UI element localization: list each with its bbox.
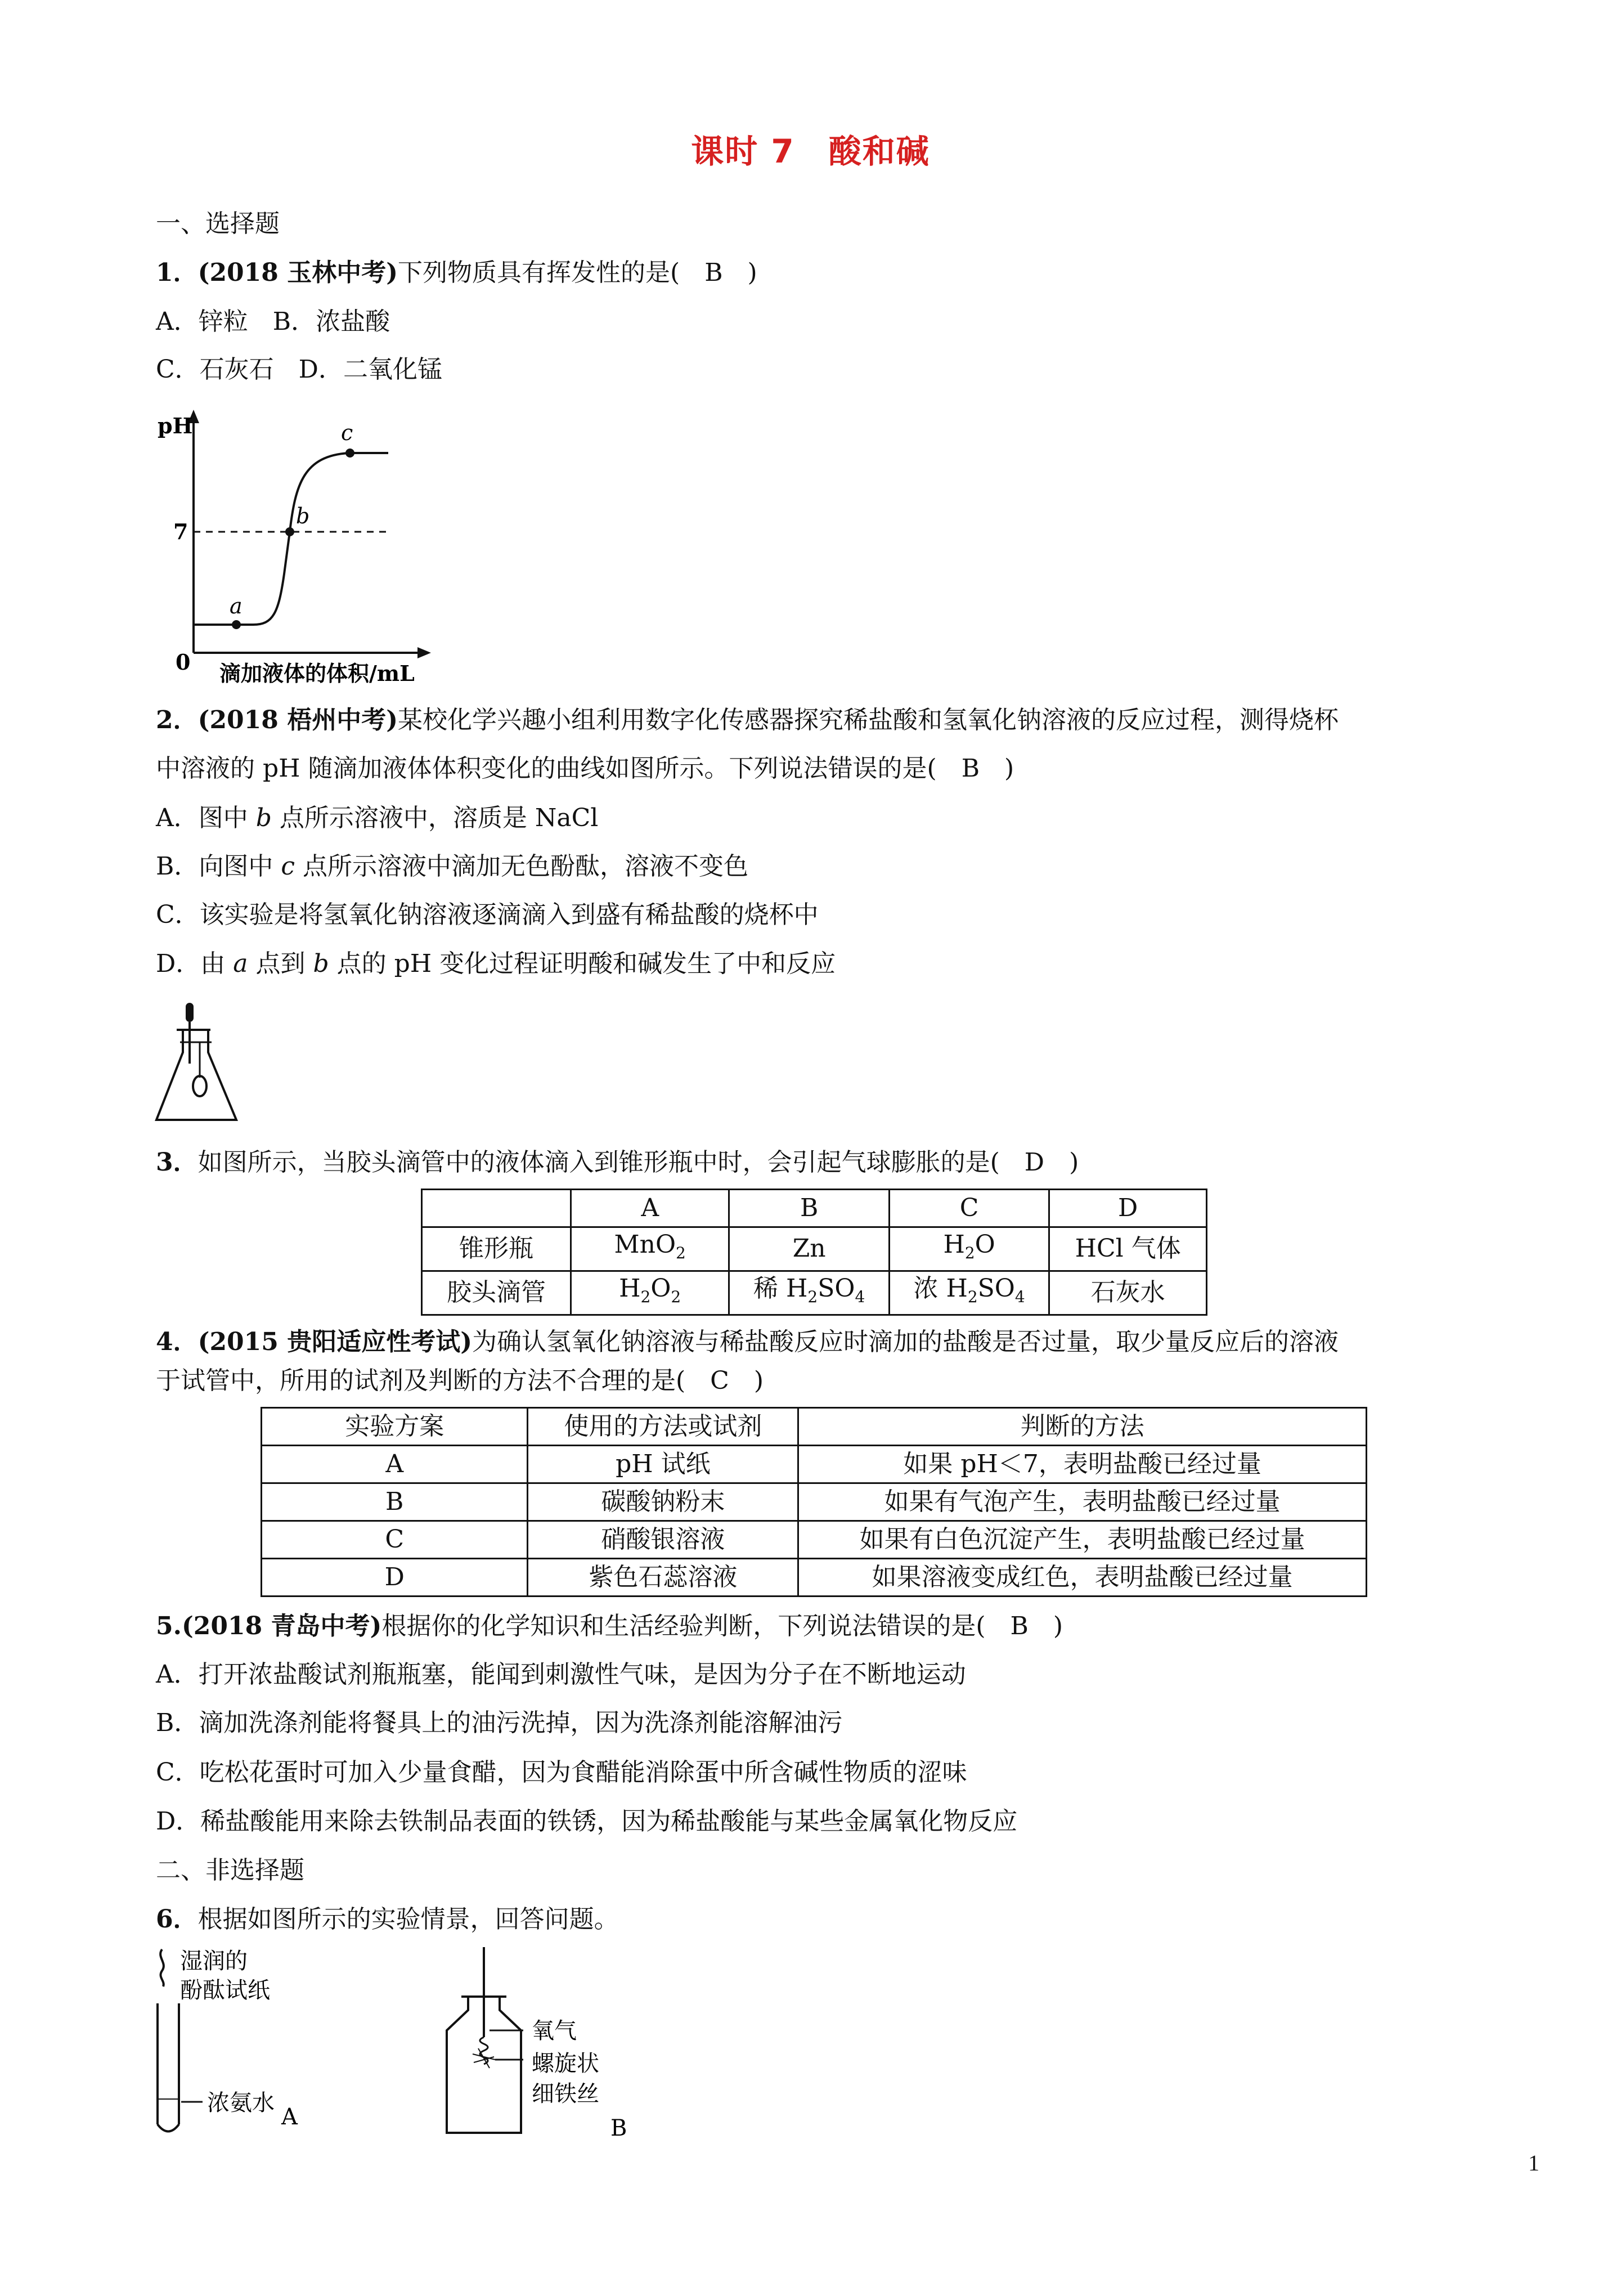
cell-text: O	[975, 1230, 995, 1259]
figure-b-label-oxygen: 氧气	[532, 2018, 577, 2044]
q2-opt-d-pre: D．由	[156, 949, 234, 978]
question-5-end: )	[1028, 1612, 1063, 1640]
table-row	[422, 1271, 1207, 1315]
q2-opt-a-post: 点所示溶液中，溶质是 NaCl	[271, 804, 599, 832]
question-4-text1: 为确认氢氧化钠溶液与稀盐酸反应时滴加的盐酸是否过量，取少量反应后的溶液	[472, 1328, 1339, 1356]
question-5-option-c: C．吃松花蛋时可加入少量食醋，因为食醋能消除蛋中所含碱性物质的涩味	[156, 1758, 967, 1787]
question-2-option-c: C．该实验是将氢氧化钠溶液逐滴滴入到盛有稀盐酸的烧杯中	[156, 900, 819, 929]
figure-a-tag: A	[281, 2104, 298, 2130]
cell-text: SO	[818, 1273, 855, 1303]
table-header: C	[889, 1190, 1049, 1227]
q2-opt-d-var1: a	[233, 949, 248, 978]
table-cell: HCl 气体	[1049, 1227, 1207, 1271]
q2-opt-b-post: 点所示溶液中滴加无色酚酞，溶液不变色	[294, 852, 748, 881]
question-2-source: (2018 梧州中考)	[197, 706, 398, 734]
question-1-source: (2018 玉林中考)	[197, 258, 398, 287]
question-4-source: (2015 贵阳适应性考试)	[197, 1328, 473, 1356]
subscript: 4	[1014, 1287, 1025, 1306]
question-1-options-ab: A．锌粒 B．浓盐酸	[156, 307, 390, 336]
table-row	[422, 1190, 1207, 1227]
figure-b-label-wire: 细铁丝	[532, 2081, 599, 2107]
section-heading-choice: 一、选择题	[156, 209, 280, 238]
table-row	[422, 1227, 1207, 1271]
q2-opt-d-var2: b	[313, 949, 329, 978]
flask-outline	[156, 1030, 236, 1120]
figure-a-label-paper: 酚酞试纸	[180, 1977, 270, 2003]
table-cell	[571, 1227, 729, 1271]
table-row	[262, 1408, 1367, 1446]
point-a-dot	[232, 620, 241, 629]
question-5-source: (2018 青岛中考)	[181, 1612, 382, 1640]
subscript: 4	[855, 1287, 865, 1306]
subscript: 2	[967, 1287, 978, 1306]
section-heading-nonchoice: 二、非选择题	[156, 1856, 304, 1885]
question-6-text: 根据如图所示的实验情景，回答问题。	[197, 1905, 619, 1934]
wet-phenolphthalein-paper	[160, 1949, 164, 1986]
ammonia-liquid	[158, 2099, 179, 2131]
question-1-answer: B	[704, 258, 723, 287]
question-2-option-a	[156, 801, 598, 835]
question-5-stem	[156, 1609, 1063, 1643]
figure-a-test-tube	[146, 1947, 349, 2138]
balloon	[193, 1076, 206, 1096]
x-axis-label: 滴加液体的体积/mL	[219, 661, 415, 686]
question-2-text2: 中溶液的 pH 随滴加液体体积变化的曲线如图所示。下列说法错误的是(	[156, 754, 962, 783]
tick-7-label: 7	[173, 519, 188, 544]
cell-text: MnO	[614, 1230, 676, 1259]
table-header: A	[571, 1190, 729, 1227]
subscript: 2	[640, 1287, 651, 1306]
question-3-table	[421, 1189, 1207, 1316]
point-c-label: c	[341, 420, 353, 445]
subscript: 2	[671, 1287, 681, 1306]
table-cell	[889, 1271, 1049, 1315]
question-3-end: )	[1044, 1148, 1079, 1177]
q2-opt-d-mid: 点到	[248, 949, 313, 978]
cell-text: O	[650, 1273, 671, 1303]
question-4-answer: C	[710, 1366, 729, 1395]
table-cell: D	[262, 1559, 528, 1597]
q2-opt-b-var: c	[281, 852, 295, 881]
question-1-options-cd: C．石灰石 D．二氧化锰	[156, 355, 442, 384]
table-cell: 如果有气泡产生，表明盐酸已经过量	[798, 1483, 1367, 1521]
x-axis-arrow	[417, 647, 431, 658]
point-c-dot	[345, 449, 354, 458]
row-label: 锥形瓶	[422, 1227, 571, 1271]
table-cell: 碳酸钠粉末	[528, 1483, 798, 1521]
table-header: 判断的方法	[798, 1408, 1367, 1446]
page-number: 1	[1528, 2150, 1539, 2176]
cell-text: SO	[977, 1273, 1015, 1303]
question-4-table	[261, 1407, 1367, 1597]
question-2-number: 2．	[156, 706, 198, 734]
question-4-stem-line1	[156, 1325, 1339, 1359]
q2-opt-d-post: 点的 pH 变化过程证明酸和碱发生了中和反应	[329, 949, 836, 978]
table-cell: 硝酸银溶液	[528, 1521, 798, 1559]
figure-a-label-ammonia: 浓氨水	[207, 2090, 275, 2116]
table-cell: pH 试纸	[528, 1446, 798, 1483]
table-cell: Zn	[729, 1227, 889, 1271]
point-a-label: a	[230, 594, 243, 618]
question-2-stem-line1	[156, 703, 1339, 737]
table-cell	[422, 1190, 571, 1227]
table-header: 实验方案	[262, 1408, 528, 1446]
cell-text: H	[619, 1273, 641, 1303]
table-row	[262, 1521, 1367, 1559]
question-3-text: 如图所示，当胶头滴管中的液体滴入到锥形瓶中时，会引起气球膨胀的是(	[197, 1148, 1025, 1177]
q2-opt-a-var: b	[255, 804, 272, 832]
question-2-option-b	[156, 850, 748, 884]
table-cell: 如果有白色沉淀产生，表明盐酸已经过量	[798, 1521, 1367, 1559]
table-header: B	[729, 1190, 889, 1227]
subscript: 2	[964, 1243, 975, 1262]
question-4-end: )	[729, 1366, 764, 1395]
row-label: 胶头滴管	[422, 1271, 571, 1315]
question-4-stem-line2	[156, 1364, 764, 1398]
ph-curve-graph	[152, 405, 444, 687]
question-5-number: 5.	[156, 1612, 182, 1640]
table-cell: B	[262, 1483, 528, 1521]
y-axis-label: pH	[158, 413, 193, 438]
question-1-number: 1．	[156, 258, 198, 287]
q2-opt-a-pre: A．图中	[156, 804, 256, 832]
question-3-answer: D	[1024, 1148, 1045, 1177]
ph-curve	[194, 453, 388, 625]
figure-b-label-spiral: 螺旋状	[532, 2051, 599, 2077]
figure-a-label-wet: 湿润的	[180, 1948, 248, 1974]
cell-text: H	[943, 1230, 965, 1259]
question-5-option-d: D．稀盐酸能用来除去铁制品表面的铁锈，因为稀盐酸能与某些金属氧化物反应	[156, 1807, 1018, 1836]
table-cell: 紫色石蕊溶液	[528, 1559, 798, 1597]
question-5-text: 根据你的化学知识和生活经验判断，下列说法错误的是(	[381, 1612, 1011, 1640]
table-cell	[889, 1227, 1049, 1271]
table-cell: A	[262, 1446, 528, 1483]
question-4-text2: 于试管中，所用的试剂及判断的方法不合理的是(	[156, 1366, 711, 1395]
figure-b-gas-jar	[439, 1947, 641, 2141]
dropper-bulb	[186, 1003, 194, 1022]
question-2-answer: B	[961, 754, 980, 783]
question-2-option-d	[156, 947, 836, 981]
table-header: 使用的方法或试剂	[528, 1408, 798, 1446]
question-3-stem	[156, 1146, 1079, 1180]
cell-text: 稀 H	[753, 1273, 808, 1303]
question-1-stem	[156, 256, 757, 290]
page-title: 课时 7 酸和碱	[691, 132, 930, 171]
flask-dropper-figure	[152, 1002, 253, 1131]
question-2-end: )	[980, 754, 1014, 783]
question-6-number: 6．	[156, 1905, 198, 1934]
table-row	[262, 1446, 1367, 1483]
question-5-answer: B	[1010, 1612, 1029, 1640]
table-header: D	[1049, 1190, 1207, 1227]
table-cell: 石灰水	[1049, 1271, 1207, 1315]
table-cell: C	[262, 1521, 528, 1559]
question-5-option-a: A．打开浓盐酸试剂瓶瓶塞，能闻到刺激性气味，是因为分子在不断地运动	[156, 1660, 966, 1689]
question-1-end: )	[722, 258, 757, 287]
cell-text: 浓 H	[913, 1273, 968, 1303]
q2-opt-b-pre: B．向图中	[156, 852, 281, 881]
table-cell: 如果溶液变成红色，表明盐酸已经过量	[798, 1559, 1367, 1597]
table-row	[262, 1483, 1367, 1521]
question-3-number: 3．	[156, 1148, 198, 1177]
origin-label: 0	[176, 649, 191, 675]
question-2-stem-line2	[156, 752, 1014, 786]
question-2-text1: 某校化学兴趣小组利用数字化传感器探究稀盐酸和氢氧化钠溶液的反应过程，测得烧杯	[398, 706, 1339, 734]
question-6-stem	[156, 1903, 619, 1936]
table-cell: 如果 pH＜7，表明盐酸已经过量	[798, 1446, 1367, 1483]
subscript: 2	[676, 1243, 686, 1262]
question-4-number: 4．	[156, 1328, 198, 1356]
question-1-text: 下列物质具有挥发性的是(	[398, 258, 705, 287]
question-5-option-b: B．滴加洗涤剂能将餐具上的油污洗掉，因为洗涤剂能溶解油污	[156, 1708, 843, 1737]
subscript: 2	[807, 1287, 818, 1306]
table-row	[262, 1559, 1367, 1597]
table-cell	[571, 1271, 729, 1315]
point-b-label: b	[296, 504, 310, 528]
point-b-dot	[285, 527, 294, 536]
figure-b-tag: B	[610, 2115, 627, 2141]
table-cell	[729, 1271, 889, 1315]
